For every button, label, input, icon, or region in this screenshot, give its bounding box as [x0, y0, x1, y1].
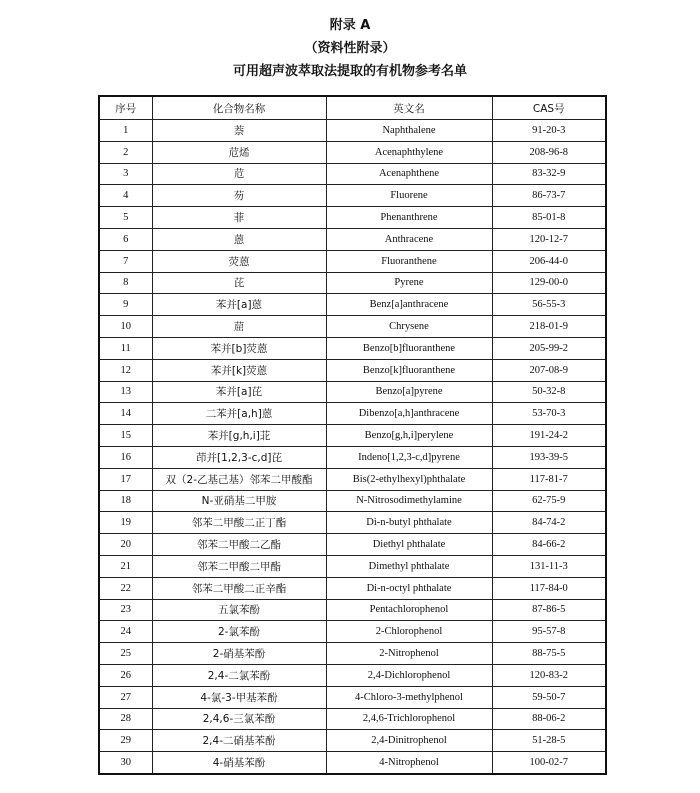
cas-number: 91-20-3: [492, 120, 606, 142]
table-row: [99, 337, 606, 359]
english-name: Dibenzo[a,h]anthracene: [326, 403, 492, 425]
english-name: Di-n-octyl phthalate: [326, 577, 492, 599]
english-name: 4-Chloro-3-methylphenol: [326, 686, 492, 708]
row-number: 15: [99, 425, 152, 447]
chinese-name: 芘: [152, 272, 326, 294]
row-number: 8: [99, 272, 152, 294]
chinese-name: 邻苯二甲酸二乙酯: [152, 534, 326, 556]
english-name: Fluoranthene: [326, 250, 492, 272]
english-name: Benzo[a]pyrene: [326, 381, 492, 403]
table-header-row: [99, 96, 606, 120]
row-number: 28: [99, 708, 152, 730]
cas-number: 85-01-8: [492, 207, 606, 229]
chinese-name: 萘: [152, 120, 326, 142]
cas-number: 131-11-3: [492, 555, 606, 577]
cas-number: 88-75-5: [492, 643, 606, 665]
chinese-name: 䓛: [152, 316, 326, 338]
chinese-name: 芴: [152, 185, 326, 207]
row-number: 24: [99, 621, 152, 643]
table-row: [99, 512, 606, 534]
chinese-name: 4-硝基苯酚: [152, 752, 326, 774]
chinese-name: 苯并[a]蒽: [152, 294, 326, 316]
table-row: [99, 294, 606, 316]
chinese-name: 茚并[1,2,3-c,d]芘: [152, 446, 326, 468]
chinese-name: 苯并[b]荧蒽: [152, 337, 326, 359]
table-row: [99, 555, 606, 577]
row-number: 6: [99, 228, 152, 250]
cas-number: 88-06-2: [492, 708, 606, 730]
row-number: 23: [99, 599, 152, 621]
row-number: 2: [99, 141, 152, 163]
english-name: Dimethyl phthalate: [326, 555, 492, 577]
english-name: Naphthalene: [326, 120, 492, 142]
table-row: [99, 468, 606, 490]
table-row: [99, 425, 606, 447]
cas-number: 87-86-5: [492, 599, 606, 621]
cas-number: 218-01-9: [492, 316, 606, 338]
english-name: Acenaphthylene: [326, 141, 492, 163]
cas-number: 95-57-8: [492, 621, 606, 643]
chinese-name: 苊烯: [152, 141, 326, 163]
row-number: 27: [99, 686, 152, 708]
table-row: [99, 577, 606, 599]
row-number: 3: [99, 163, 152, 185]
english-name: Fluorene: [326, 185, 492, 207]
chinese-name: 双（2-乙基己基）邻苯二甲酸酯: [152, 468, 326, 490]
table-row: [99, 643, 606, 665]
table-row: [99, 207, 606, 229]
row-number: 17: [99, 468, 152, 490]
column-header-cas: CAS号: [492, 96, 606, 120]
chinese-name: 荧蒽: [152, 250, 326, 272]
row-number: 7: [99, 250, 152, 272]
chinese-name: N-亚硝基二甲胺: [152, 490, 326, 512]
chinese-name: 苊: [152, 163, 326, 185]
page-title: 可用超声波萃取法提取的有机物参考名单: [232, 64, 467, 79]
english-name: 2-Chlorophenol: [326, 621, 492, 643]
english-name: Diethyl phthalate: [326, 534, 492, 556]
chinese-name: 二苯并[a,h]蒽: [152, 403, 326, 425]
table-row: [99, 664, 606, 686]
english-name: Bis(2-ethylhexyl)phthalate: [326, 468, 492, 490]
table-row: [99, 120, 606, 142]
cas-number: 100-02-7: [492, 752, 606, 774]
english-name: Phenanthrene: [326, 207, 492, 229]
chinese-name: 蒽: [152, 228, 326, 250]
cas-number: 207-08-9: [492, 359, 606, 381]
chinese-name: 五氯苯酚: [152, 599, 326, 621]
table-row: [99, 316, 606, 338]
row-number: 10: [99, 316, 152, 338]
chinese-name: 邻苯二甲酸二正丁酯: [152, 512, 326, 534]
english-name: 2,4-Dinitrophenol: [326, 730, 492, 752]
cas-number: 129-00-0: [492, 272, 606, 294]
cas-number: 83-32-9: [492, 163, 606, 185]
chinese-name: 4-氯-3-甲基苯酚: [152, 686, 326, 708]
cas-number: 53-70-3: [492, 403, 606, 425]
chinese-name: 2,4-二氯苯酚: [152, 664, 326, 686]
cas-number: 117-84-0: [492, 577, 606, 599]
chinese-name: 苯并[k]荧蒽: [152, 359, 326, 381]
row-number: 4: [99, 185, 152, 207]
cas-number: 84-74-2: [492, 512, 606, 534]
row-number: 9: [99, 294, 152, 316]
cas-number: 193-39-5: [492, 446, 606, 468]
cas-number: 191-24-2: [492, 425, 606, 447]
table-row: [99, 599, 606, 621]
row-number: 25: [99, 643, 152, 665]
english-name: Pentachlorophenol: [326, 599, 492, 621]
english-name: 4-Nitrophenol: [326, 752, 492, 774]
chinese-name: 2-氯苯酚: [152, 621, 326, 643]
cas-number: 59-50-7: [492, 686, 606, 708]
table-row: [99, 163, 606, 185]
row-number: 21: [99, 555, 152, 577]
cas-number: 117-81-7: [492, 468, 606, 490]
cas-number: 120-83-2: [492, 664, 606, 686]
column-header-no: 序号: [99, 96, 152, 120]
english-name: 2,4,6-Trichlorophenol: [326, 708, 492, 730]
column-header-english-name: 英文名: [326, 96, 492, 120]
table-row: [99, 141, 606, 163]
row-number: 12: [99, 359, 152, 381]
english-name: 2,4-Dichlorophenol: [326, 664, 492, 686]
english-name: Di-n-butyl phthalate: [326, 512, 492, 534]
cas-number: 86-73-7: [492, 185, 606, 207]
cas-number: 205-99-2: [492, 337, 606, 359]
cas-number: 84-66-2: [492, 534, 606, 556]
chinese-name: 2-硝基苯酚: [152, 643, 326, 665]
column-header-chinese-name: 化合物名称: [152, 96, 326, 120]
table-row: [99, 621, 606, 643]
english-name: Benzo[g,h,i]perylene: [326, 425, 492, 447]
table-row: [99, 534, 606, 556]
english-name: Chrysene: [326, 316, 492, 338]
table-row: [99, 250, 606, 272]
cas-number: 120-12-7: [492, 228, 606, 250]
appendix-type: （资料性附录）: [304, 41, 396, 56]
cas-number: 56-55-3: [492, 294, 606, 316]
table-row: [99, 228, 606, 250]
table-row: [99, 185, 606, 207]
cas-number: 51-28-5: [492, 730, 606, 752]
table-row: [99, 359, 606, 381]
compound-table: [98, 95, 607, 775]
table-row: [99, 490, 606, 512]
english-name: N-Nitrosodimethylamine: [326, 490, 492, 512]
row-number: 18: [99, 490, 152, 512]
row-number: 11: [99, 337, 152, 359]
cas-number: 50-32-8: [492, 381, 606, 403]
english-name: Indeno[1,2,3-c,d]pyrene: [326, 446, 492, 468]
table-row: [99, 272, 606, 294]
english-name: 2-Nitrophenol: [326, 643, 492, 665]
chinese-name: 菲: [152, 207, 326, 229]
row-number: 1: [99, 120, 152, 142]
english-name: Benzo[b]fluoranthene: [326, 337, 492, 359]
english-name: Anthracene: [326, 228, 492, 250]
row-number: 5: [99, 207, 152, 229]
table-row: [99, 730, 606, 752]
chinese-name: 2,4,6-三氯苯酚: [152, 708, 326, 730]
row-number: 19: [99, 512, 152, 534]
table-row: [99, 381, 606, 403]
chinese-name: 邻苯二甲酸二正辛酯: [152, 577, 326, 599]
row-number: 22: [99, 577, 152, 599]
cas-number: 206-44-0: [492, 250, 606, 272]
cas-number: 208-96-8: [492, 141, 606, 163]
chinese-name: 邻苯二甲酸二甲酯: [152, 555, 326, 577]
row-number: 20: [99, 534, 152, 556]
table-row: [99, 686, 606, 708]
row-number: 14: [99, 403, 152, 425]
english-name: Benzo[k]fluoranthene: [326, 359, 492, 381]
english-name: Benz[a]anthracene: [326, 294, 492, 316]
table-row: [99, 403, 606, 425]
table-row: [99, 752, 606, 774]
row-number: 16: [99, 446, 152, 468]
chinese-name: 苯并[a]芘: [152, 381, 326, 403]
english-name: Acenaphthene: [326, 163, 492, 185]
row-number: 30: [99, 752, 152, 774]
cas-number: 62-75-9: [492, 490, 606, 512]
row-number: 13: [99, 381, 152, 403]
table-row: [99, 446, 606, 468]
row-number: 26: [99, 664, 152, 686]
row-number: 29: [99, 730, 152, 752]
english-name: Pyrene: [326, 272, 492, 294]
table-row: [99, 708, 606, 730]
appendix-heading: 附录 A: [329, 18, 371, 33]
chinese-name: 2,4-二硝基苯酚: [152, 730, 326, 752]
chinese-name: 苯并[g,h,i]苝: [152, 425, 326, 447]
